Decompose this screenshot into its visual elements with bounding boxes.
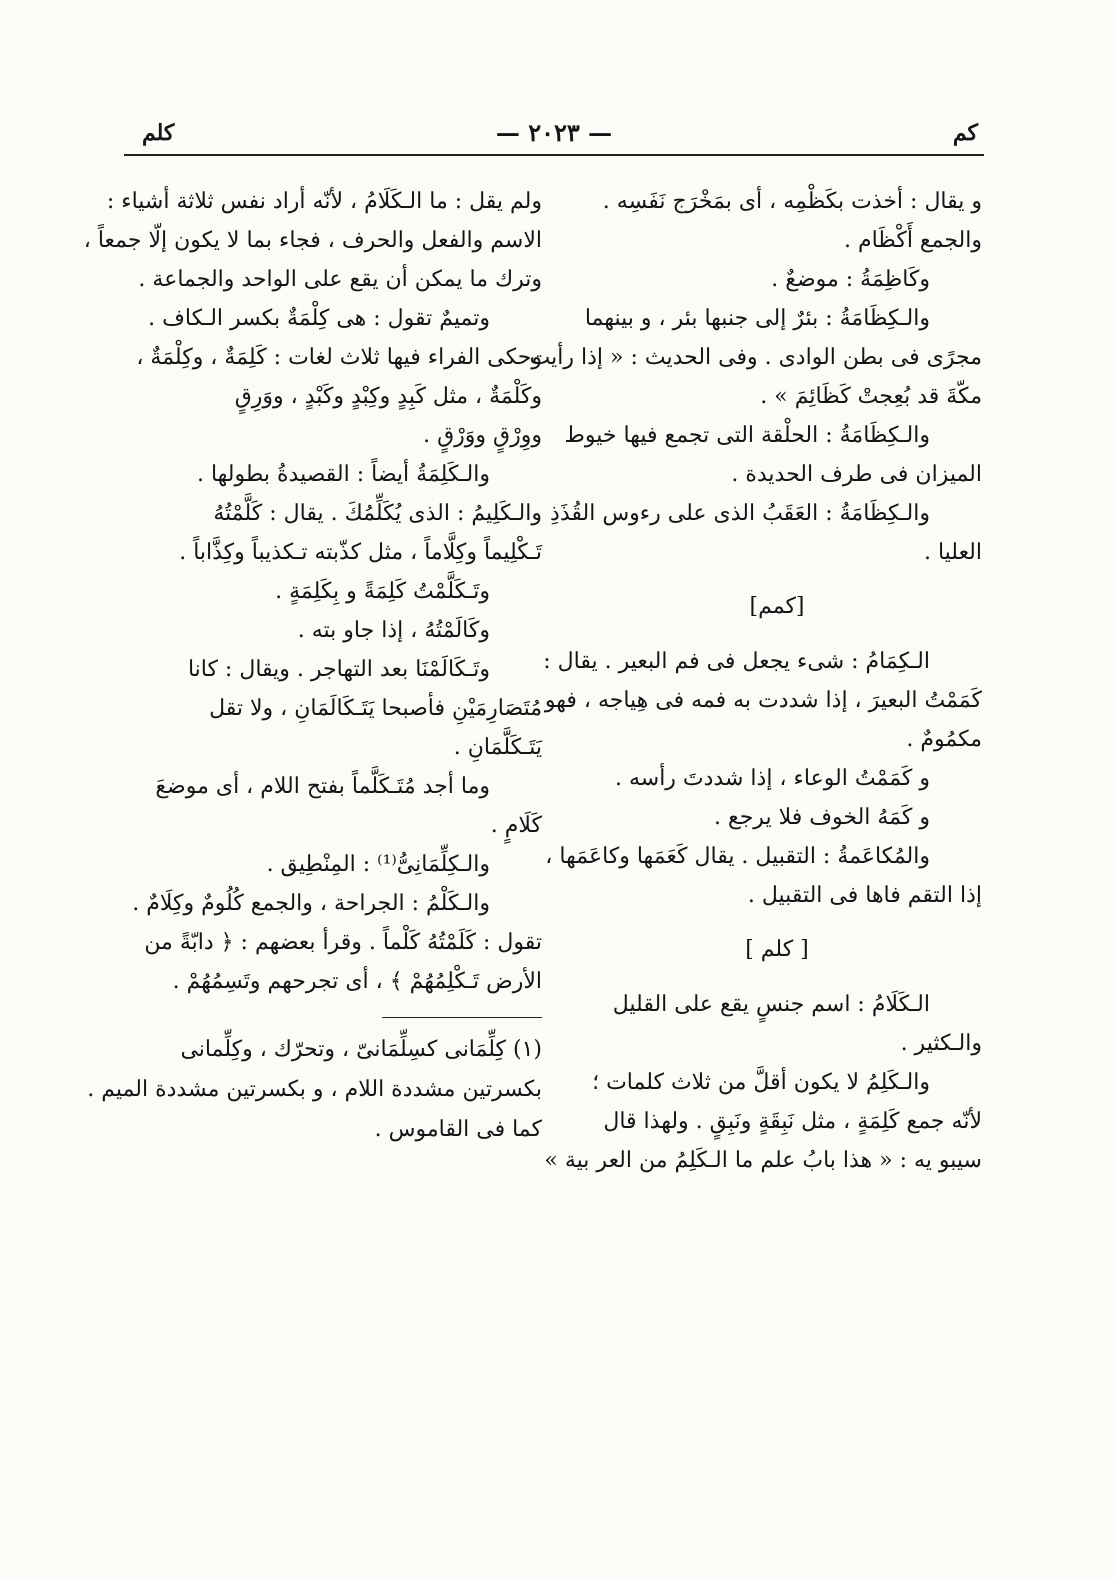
text-line: والـكثير . (900, 1031, 982, 1056)
text-line: وما أجد مُتَـكَلَّماً بفتح اللام ، أى موضعَ (155, 774, 490, 799)
text-line: مكمُومٌ . (906, 727, 982, 752)
text-line: تقول : كَلَمْتُهُ كَلْماً . وقرأ بعضهم : ﴿ دابّةً من (144, 930, 542, 955)
footnote-line: كما فى القاموس . (374, 1117, 542, 1142)
text-line: والـكَلِيمُ : الذى يُكَلِّمُكَ . يقال : كَلَّمْتُهُ (213, 501, 542, 526)
text-line: إذا التقم فاها فى التقبيل . (747, 883, 982, 908)
text-line: وكَالَمْتُهُ ، إذا جاو بته . (297, 618, 490, 643)
text-line: لأنّه جمع كَلِمَةٍ ، مثل نَبِقَةٍ ونَبِقٍ . ولهذا قال (603, 1109, 982, 1134)
text-line: كَلَامٍ . (490, 813, 542, 838)
text-line: مُتَصَارِمَيْنِ فأصبحا يَتَـكَالَمَانِ ، ولا تقل (209, 696, 542, 721)
text-line: الـكَلَامُ : اسم جنسٍ يقع على القليل (612, 992, 930, 1017)
text-line: والمُكاعَمةُ : التقبيل . يقال كَعَمَها وكاعَمَها ، (545, 844, 930, 869)
right-column (529, 182, 982, 1180)
text-line: و كَمَهُ الخوف فلا يرجع . (714, 805, 930, 830)
page-header (124, 118, 984, 148)
text-line: والجمع أَكْظَام . (843, 228, 982, 253)
text-line: والـكَلِمُ لا يكون أقلَّ من ثلاث كلمات ؛ (592, 1070, 930, 1095)
text-line: ووِرْقٍ ووَرْقٍ . (423, 423, 542, 448)
text-line: الميزان فى طرف الحديدة . (731, 462, 982, 487)
text-line: الأرض تَـكْلِمُهُمْ ﴾ ، أى تجرحهم وتَسِمُهُمْ . (172, 969, 542, 994)
text-line: وترك ما يمكن أن يقع على الواحد والجماعة . (138, 267, 542, 292)
text-line: تَـكْلِيماً وكِلَّاماً ، مثل كذّبته تـكذيباً وكِذَّاباً . (179, 540, 542, 565)
text-line: سيبو يه : « هذا بابُ علم ما الـكَلِمُ من العر بية » (544, 1148, 982, 1173)
text-line: مكّةَ قد بُعِجتْ كَظَائِمَ » . (760, 384, 982, 409)
text-line: وكَاظِمَةُ : موضعٌ . (771, 267, 930, 292)
text-line: يَتَـكَلَّمَانِ . (453, 735, 542, 760)
text-line: والـكِظَامَةُ : بئرٌ إلى جنبها بئر ، و بينهما (584, 306, 930, 331)
section-heading-klm: [ كلم ] (745, 937, 809, 962)
section-heading-kmm: [كمم] (749, 594, 805, 619)
text-line: العليا . (923, 540, 982, 565)
text-line: وكَلْمَةٌ ، مثل كَبِدٍ وكِبْدٍ وكَبْدٍ ، ووَرِقٍ (234, 384, 542, 409)
text-line: والـكِلِّمَانِىُّ⁽¹⁾ : المِنْطِيق . (266, 852, 490, 877)
text-line: والـكَلِمَةُ أيضاً : القصيدةُ بطولها . (196, 462, 490, 487)
text-line: وتَـكَلَّمْتُ كَلِمَةً و بِكَلِمَةٍ . (275, 579, 490, 604)
text-line: ولم يقل : ما الـكَلَامُ ، لأنّه أراد نفس ثلاثة أشياء : (106, 189, 542, 214)
text-line: وتميمٌ تقول : هى كِلْمَةٌ بكسر الـكاف . (148, 306, 490, 331)
header-rule (124, 154, 984, 156)
text-line: كَمَمْتُ البعيرَ ، إذا شددت به فمه فى هِياجه ، فهو (544, 688, 982, 713)
text-line: الـكِمَامُ : شىء يجعل فى فم البعير . يقال : (543, 649, 930, 674)
text-line: وحكى الفراء فيها ثلاث لغات : كَلِمَةٌ ، وكِلْمَةٌ ، (136, 345, 542, 370)
footnote-line: (١) كِلِّمَانى كسِلِّمَانىّ ، وتحرّك ، وكِلِّمانى (180, 1037, 542, 1062)
text-line: و يقال : أخذت بكَظْمِه ، أى بمَخْرَج نَفَسِه . (602, 189, 982, 214)
text-line: مجرًى فى بطن الوادى . وفى الحديث : « إذا رأيت (529, 345, 982, 370)
footnote-rule (382, 1017, 542, 1018)
text-line: والـكِظَامَةُ : الحلْقة التى تجمع فيها خيوط (564, 423, 930, 448)
footnote-line: بكسرتين مشددة اللام ، و بكسرتين مشددة الميم . (87, 1077, 542, 1102)
text-line: وتَـكَالَمْنَا بعد التهاجر . ويقال : كانا (187, 657, 490, 682)
page-number: — ٢٠٢٣ — (495, 118, 613, 147)
left-column (83, 182, 542, 1150)
text-line: الاسم والفعل والحرف ، فجاء بما لا يكون إلّا جمعاً ، (83, 228, 542, 253)
header-right-word: كم (952, 120, 978, 146)
text-line: والـكَلْمُ : الجراحة ، والجمع كُلُومٌ وكِلَامٌ . (132, 891, 490, 916)
text-line: و كَمَمْتُ الوعاء ، إذا شددتَ رأسه . (614, 766, 930, 791)
text-line: والـكِظَامَةُ : العَقَبُ الذى على رءوس القُذَذِ (550, 501, 930, 526)
header-left-word: كلم (142, 120, 175, 146)
